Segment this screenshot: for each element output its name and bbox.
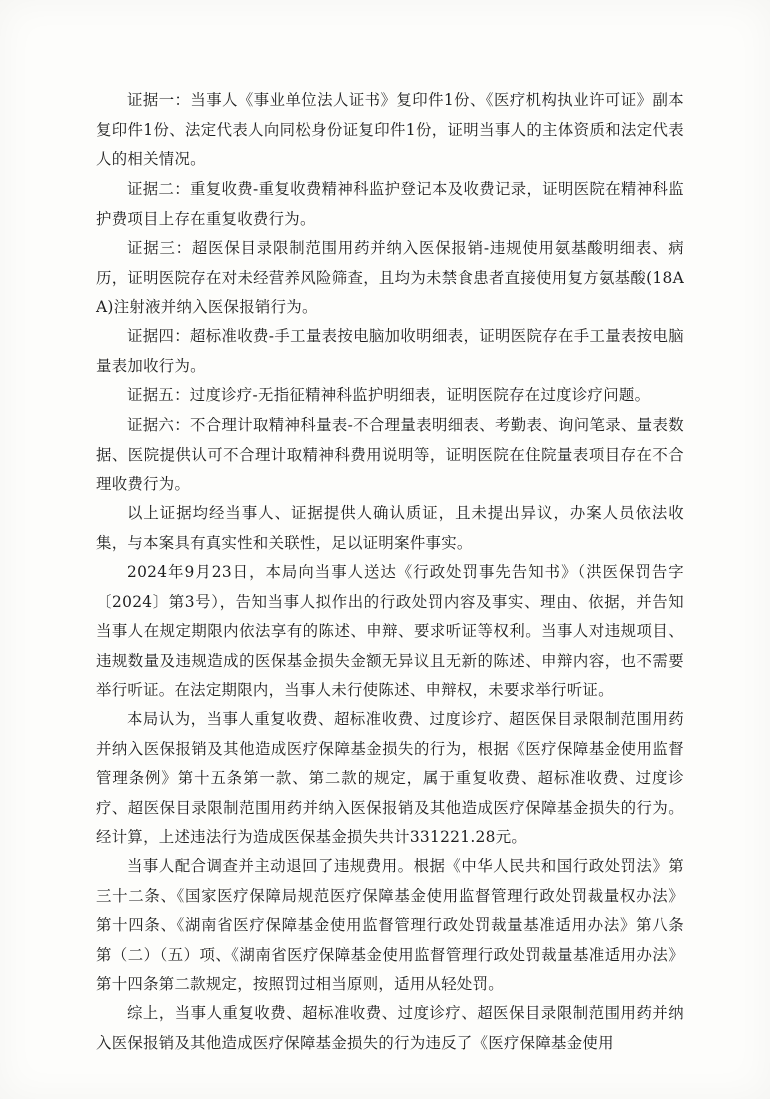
evidence-4-paragraph: 证据四：超标准收费-手工量表按电脑加收明细表，证明医院存在手工量表按电脑量表加收行为。: [96, 327, 684, 375]
evidence-1-paragraph: 证据一：当事人《事业单位法人证书》复印件1份、《医疗机构执业许可证》副本复印件1份、法定代表人向同松身份证复印件1份，证明当事人的主体资质和法定代表人的相关情况。: [96, 91, 684, 168]
mitigation-paragraph: 当事人配合调查并主动退回了违规费用。根据《中华人民共和国行政处罚法》第三十二条、《国家医疗保障局规范医疗保障基金使用监督管理行政处罚裁量权办法》第十四条、《湖南省医疗保障基金使用监督管理行政处罚裁量基准适用办法》第八条第（二）（五）项、《湖南省医疗保障基金使用监督管理行政处罚裁量基准适用办法》第十四条第二款规定，按照罚过相当原则，适用从轻处罚。: [96, 857, 684, 993]
prior-notice-paragraph: 2024年9月23日，本局向当事人送达《行政处罚事先告知书》（洪医保罚告字〔2024〕第3号），告知当事人拟作出的行政处罚内容及事实、理由、依据，并告知当事人在规定期限内依法享有的陈述、申辩、要求听证等权利。当事人对违规项目、违规数量及违规造成的医保基金损失金额无异议且无新的陈述、申辩内容，也不需要举行听证。在法定期限内，当事人未行使陈述、申辩权，未要求举行听证。: [96, 563, 684, 699]
evidence-3-paragraph: 证据三：超医保目录限制范围用药并纳入医保报销-违规使用氨基酸明细表、病历，证明医院存在对未经营养风险筛查，且均为未禁食患者直接使用复方氨基酸(18AA)注射液并纳入医保报销行为。: [96, 239, 684, 316]
bureau-finding-paragraph: 本局认为，当事人重复收费、超标准收费、过度诊疗、超医保目录限制范围用药并纳入医保报销及其他造成医疗保障基金损失的行为，根据《医疗保障基金使用监督管理条例》第十五条第一款、第二款的规定，属于重复收费、超标准收费、过度诊疗、超医保目录限制范围用药并纳入医保报销及其他造成医疗保障基金损失的行为。经计算，上述违法行为造成医保基金损失共计331221.28元。: [96, 710, 684, 846]
evidence-confirmation-paragraph: 以上证据均经当事人、证据提供人确认质证，且未提出异议，办案人员依法收集，与本案具有真实性和关联性，足以证明案件事实。: [96, 504, 684, 552]
evidence-2-paragraph: 证据二：重复收费-重复收费精神科监护登记本及收费记录，证明医院在精神科监护费项目上存在重复收费行为。: [96, 180, 684, 228]
conclusion-paragraph: 综上，当事人重复收费、超标准收费、过度诊疗、超医保目录限制范围用药并纳入医保报销及其他造成医疗保障基金损失的行为违反了《医疗保障基金使用: [96, 1004, 684, 1052]
evidence-6-paragraph: 证据六：不合理计取精神科量表-不合理量表明细表、考勤表、询问笔录、量表数据、医院提供认可不合理计取精神科费用说明等，证明医院在住院量表项目存在不合理收费行为。: [96, 416, 684, 493]
evidence-5-paragraph: 证据五：过度诊疗-无指征精神科监护明细表，证明医院存在过度诊疗问题。: [127, 386, 651, 404]
